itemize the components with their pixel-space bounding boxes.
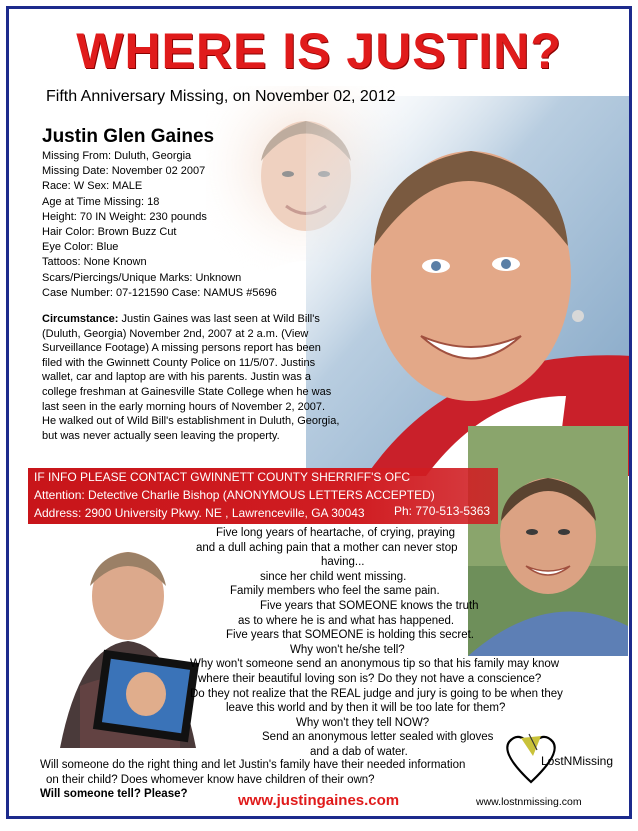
lostnmissing-link[interactable]: www.lostnmissing.com (476, 796, 582, 808)
fact-age: Age at Time Missing: 18 (42, 195, 160, 208)
justin-website-link[interactable]: www.justingaines.com (238, 792, 400, 809)
circumstance-text: Justin Gaines was last seen at Wild Bill's (Duluth, Georgia) November 2nd, 2007 at 2 a.m. (View Surveillance Footage) A missing persons report has been filed with the Gwinnett County Police on 11/5/07. Justins wallet, car and laptop are with his parents. Justin was a college freshman at Gainesville State College when he was last seen in the early morning hours of November 2, 2007. He walked out of Wild Bill's establishment in Duluth, Georgia, but was never actually seen leaving the property. (42, 313, 340, 442)
fact-hair: Hair Color: Brown Buzz Cut (42, 226, 177, 239)
fact-case-number: Case Number: 07-121590 Case: NAMUS #5696 (42, 286, 277, 299)
logo-text: LostNMissing (541, 754, 614, 768)
poem-line: and a dull aching pain that a mother can never stop (196, 541, 458, 554)
circumstance-paragraph (42, 312, 342, 443)
contact-address: Address: 2900 University Pkwy. NE , Lawrenceville, GA 30043 (34, 506, 365, 520)
fact-eyes: Eye Color: Blue (42, 241, 119, 254)
poem-line: leave this world and by then it will be too late for them? (226, 702, 506, 715)
fact-tattoos: Tattoos: None Known (42, 256, 147, 269)
fact-scars: Scars/Piercings/Unique Marks: Unknown (42, 271, 242, 284)
poem-line: and a dab of water. (310, 745, 408, 758)
fact-height-weight: Height: 70 IN Weight: 230 pounds (42, 210, 207, 223)
contact-heading: IF INFO PLEASE CONTACT GWINNETT COUNTY SHERRIFF'S OFC (34, 470, 411, 484)
poem-line: as to where he is and what has happened. (238, 614, 455, 627)
fact-missing-date: Missing Date: November 02 2007 (42, 165, 206, 178)
missing-person-name: Justin Glen Gaines (42, 126, 215, 147)
fact-missing-from: Missing From: Duluth, Georgia (42, 150, 192, 162)
closing-line-3: Will someone tell? Please? (40, 788, 188, 801)
poem-line: Five years that SOMEONE is holding this secret. (226, 629, 474, 642)
poem-block (186, 526, 626, 760)
anniversary-subtitle: Fifth Anniversary Missing, on November 02, 2012 (46, 88, 396, 105)
person-facts (42, 149, 382, 301)
flyer-page (6, 6, 632, 819)
contact-attention: Attention: Detective Charlie Bishop (ANONYMOUS LETTERS ACCEPTED) (34, 488, 435, 502)
poem-line: Why won't they tell NOW? (296, 716, 430, 729)
poem-line: having... (321, 556, 365, 569)
poem-line: Why won't he/she tell? (290, 643, 405, 656)
contact-phone: Ph: 770-513-5363 (394, 504, 491, 518)
poem-line: since her child went missing. (260, 570, 407, 583)
poem-line: Do they not realize that the REAL judge and jury is going to be when they (190, 687, 563, 700)
poem-line: Five long years of heartache, of crying, praying (216, 527, 456, 539)
page-title: WHERE IS JUSTIN? (76, 23, 562, 79)
circumstance-label: Circumstance: (42, 313, 119, 325)
fact-race-sex: Race: W Sex: MALE (42, 180, 143, 193)
poem-line: where their beautiful loving son is? Do they not have a conscience? (198, 672, 542, 685)
closing-line-2: on their child? Does whomever know have children of their own? (46, 773, 375, 786)
poem-line: Five years that SOMEONE knows the truth (260, 599, 479, 612)
poem-line: Send an anonymous letter sealed with gloves (262, 731, 494, 744)
poem-line: Why won't someone send an anonymous tip so that his family may know (190, 658, 560, 671)
closing-line-1: Will someone do the right thing and let Justin's family have their needed information (40, 759, 466, 771)
poem-line: Family members who feel the same pain. (230, 585, 440, 598)
contact-info (34, 468, 435, 522)
